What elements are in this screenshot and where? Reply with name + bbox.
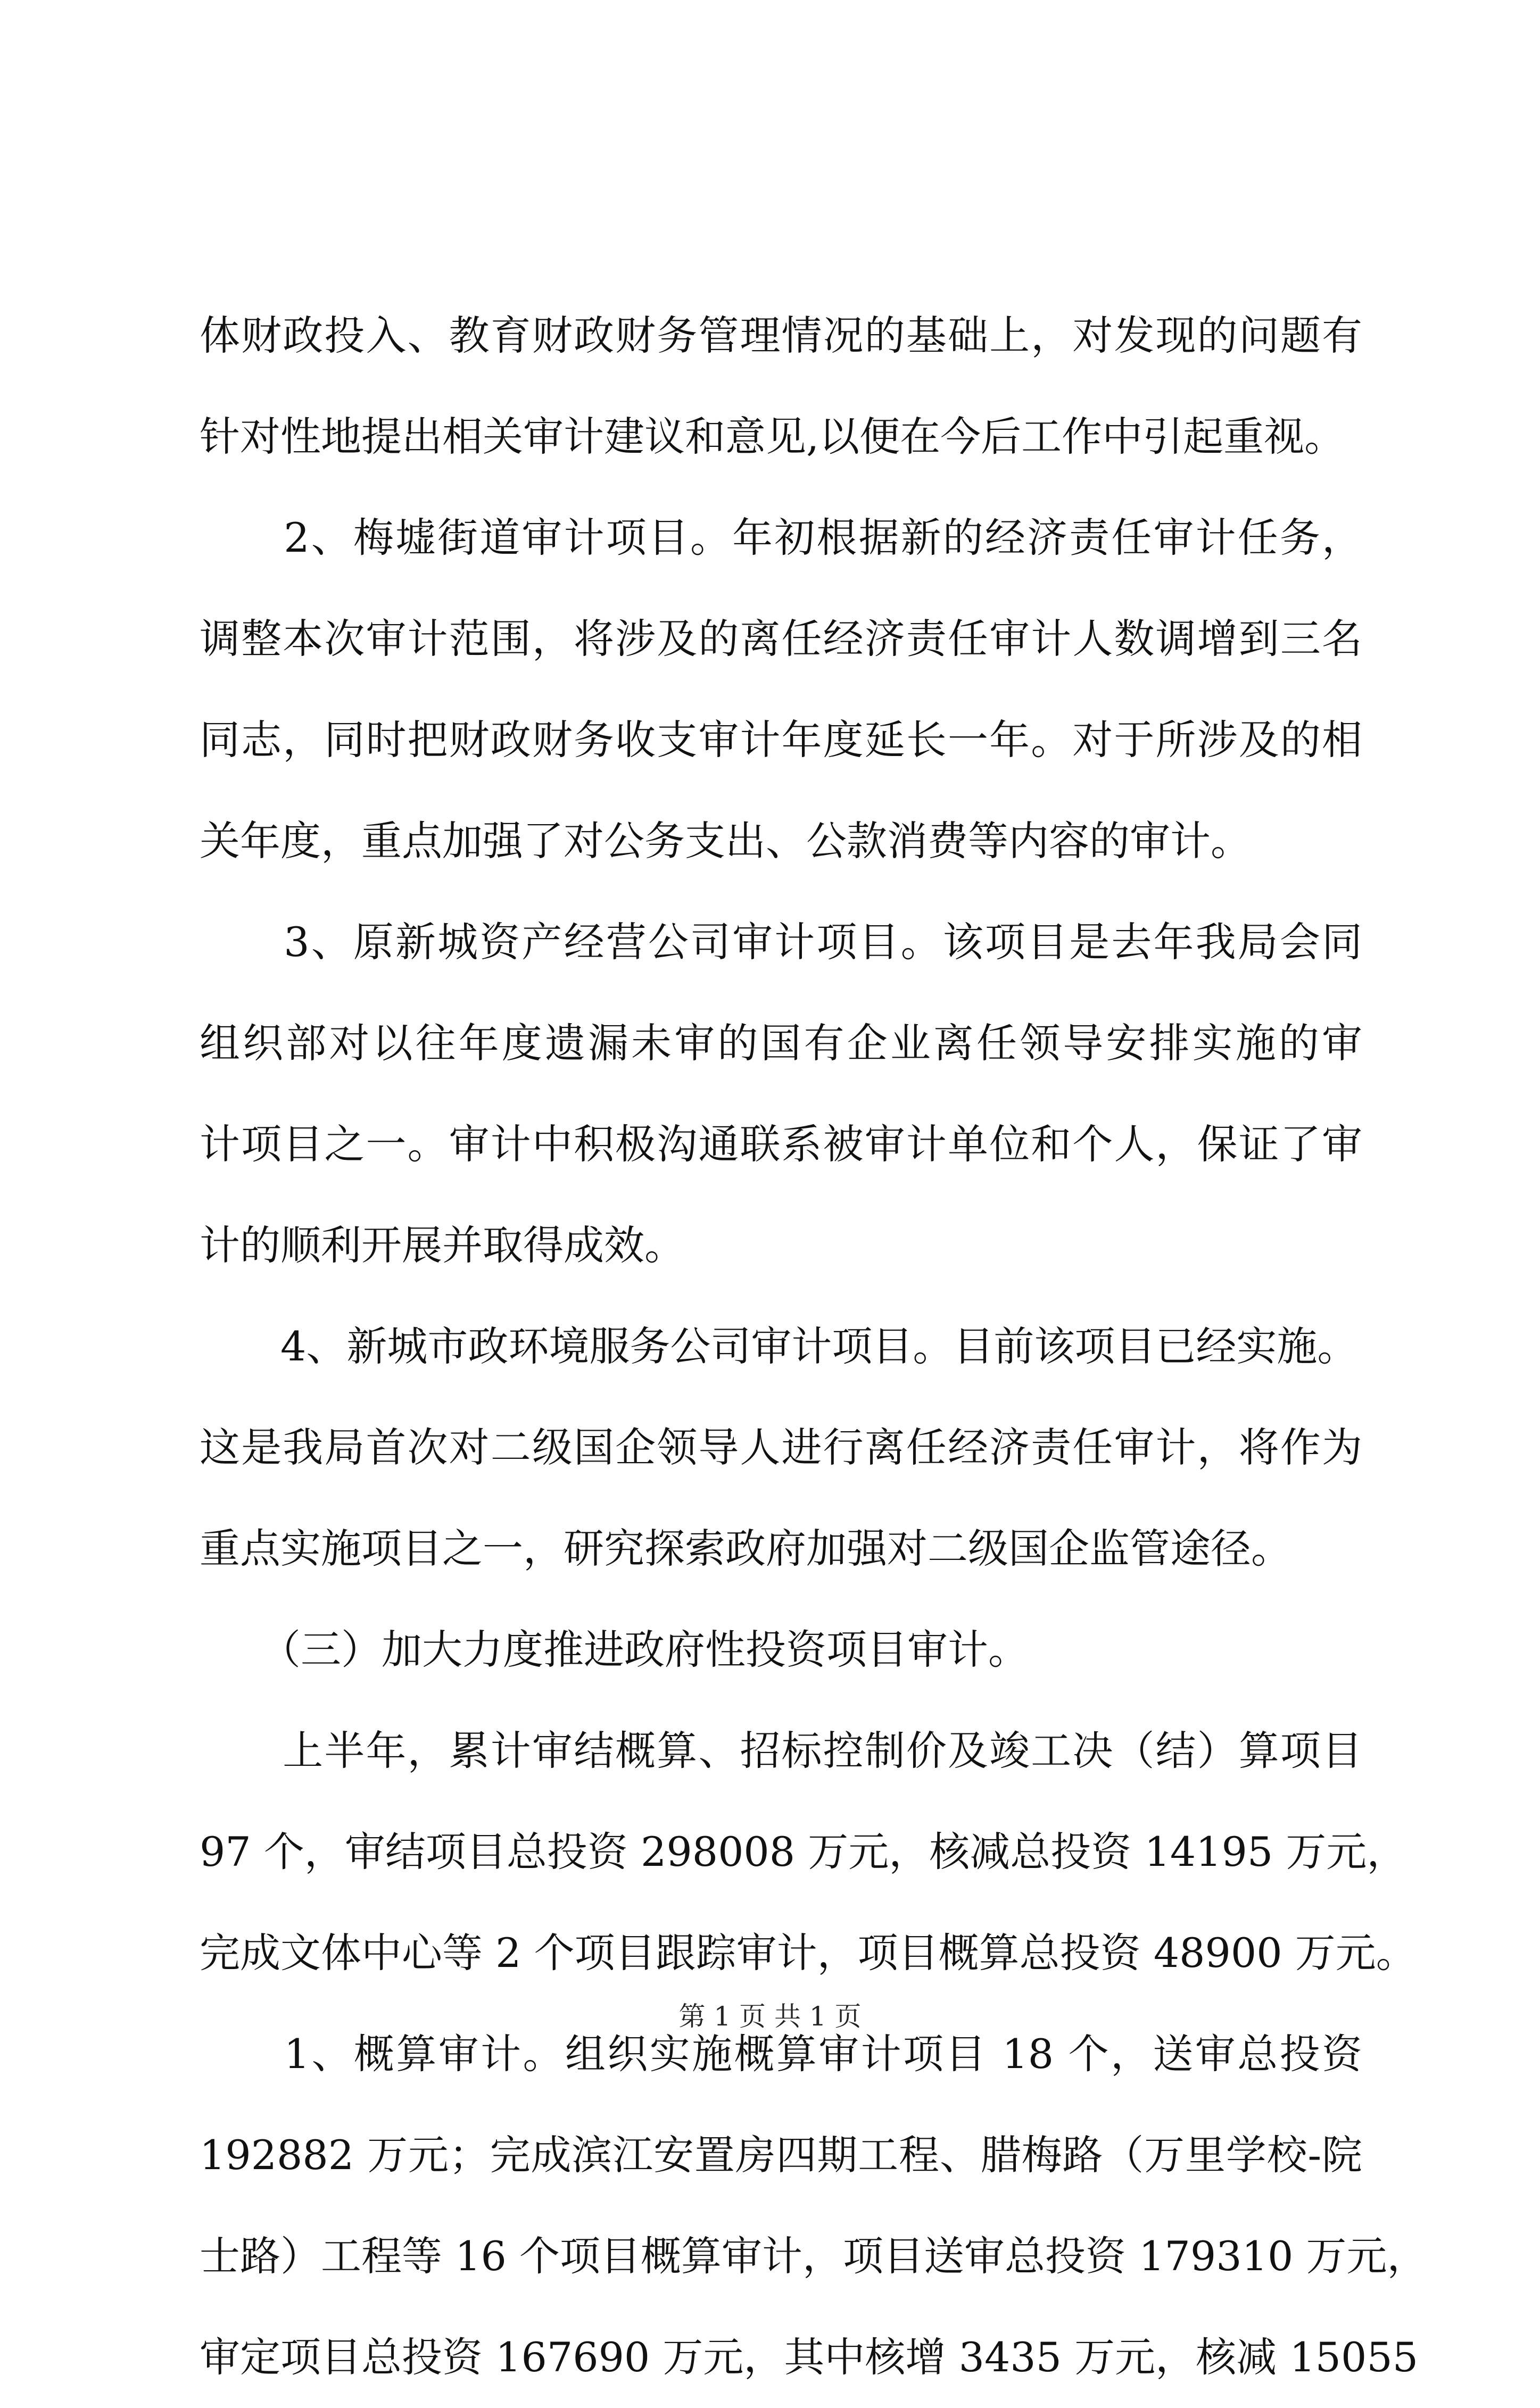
- body-text: [200, 285, 1428, 2408]
- section-heading: （三）加大力度推进政府性投资项目审计。: [200, 1626, 1029, 1673]
- text-line-5: 同志，同时把财政财务收支审计年度延长一年。对于所涉及的相: [200, 716, 1362, 763]
- text-line-11: 4、新城市政环境服务公司审计项目。目前该项目已经实施。: [200, 1323, 1358, 1370]
- text-line-2: 针对性地提出相关审计建议和意见,以便在今后工作中引起重视。: [200, 413, 1345, 460]
- text-line-13: 重点实施项目之一，研究探索政府加强对二级国企监管途径。: [200, 1525, 1291, 1572]
- text-line-21: 审定项目总投资 167690 万元，其中核增 3435 万元，核减 15055: [200, 2334, 1419, 2381]
- text-line-6: 关年度，重点加强了对公务支出、公款消费等内容的审计。: [200, 817, 1251, 865]
- text-line-17: 完成文体中心等 2 个项目跟踪审计，项目概算总投资 48900 万元。: [200, 1929, 1417, 1977]
- text-line-19: 192882 万元；完成滨江安置房四期工程、腊梅路（万里学校-院: [200, 2131, 1362, 2179]
- text-line-18: 1、概算审计。组织实施概算审计项目 18 个，送审总投资: [200, 2030, 1362, 2078]
- text-line-16: 97 个，审结项目总投资 298008 万元，核减总投资 14195 万元，: [200, 1828, 1407, 1875]
- text-line-20: 士路）工程等 16 个项目概算审计，项目送审总投资 179310 万元，: [200, 2232, 1428, 2280]
- text-line-9: 计项目之一。审计中积极沟通联系被审计单位和个人，保证了审: [200, 1120, 1362, 1168]
- text-line-8: 组织部对以往年度遗漏未审的国有企业离任领导安排实施的审: [200, 1019, 1362, 1067]
- text-line-7: 3、原新城资产经营公司审计项目。该项目是去年我局会同: [200, 918, 1362, 966]
- text-line-10: 计的顺利开展并取得成效。: [200, 1222, 685, 1269]
- text-line-15: 上半年，累计审结概算、招标控制价及竣工决（结）算项目: [200, 1727, 1362, 1774]
- page-number-footer: 第 1 页 共 1 页: [678, 2001, 862, 2032]
- text-line-12: 这是我局首次对二级国企领导人进行离任经济责任审计，将作为: [200, 1424, 1362, 1471]
- text-line-4: 调整本次审计范围，将涉及的离任经济责任审计人数调增到三名: [200, 615, 1362, 662]
- text-line-1: 体财政投入、教育财政财务管理情况的基础上，对发现的问题有: [200, 312, 1362, 359]
- text-line-3: 2、梅墟街道审计项目。年初根据新的经济责任审计任务，: [200, 514, 1362, 561]
